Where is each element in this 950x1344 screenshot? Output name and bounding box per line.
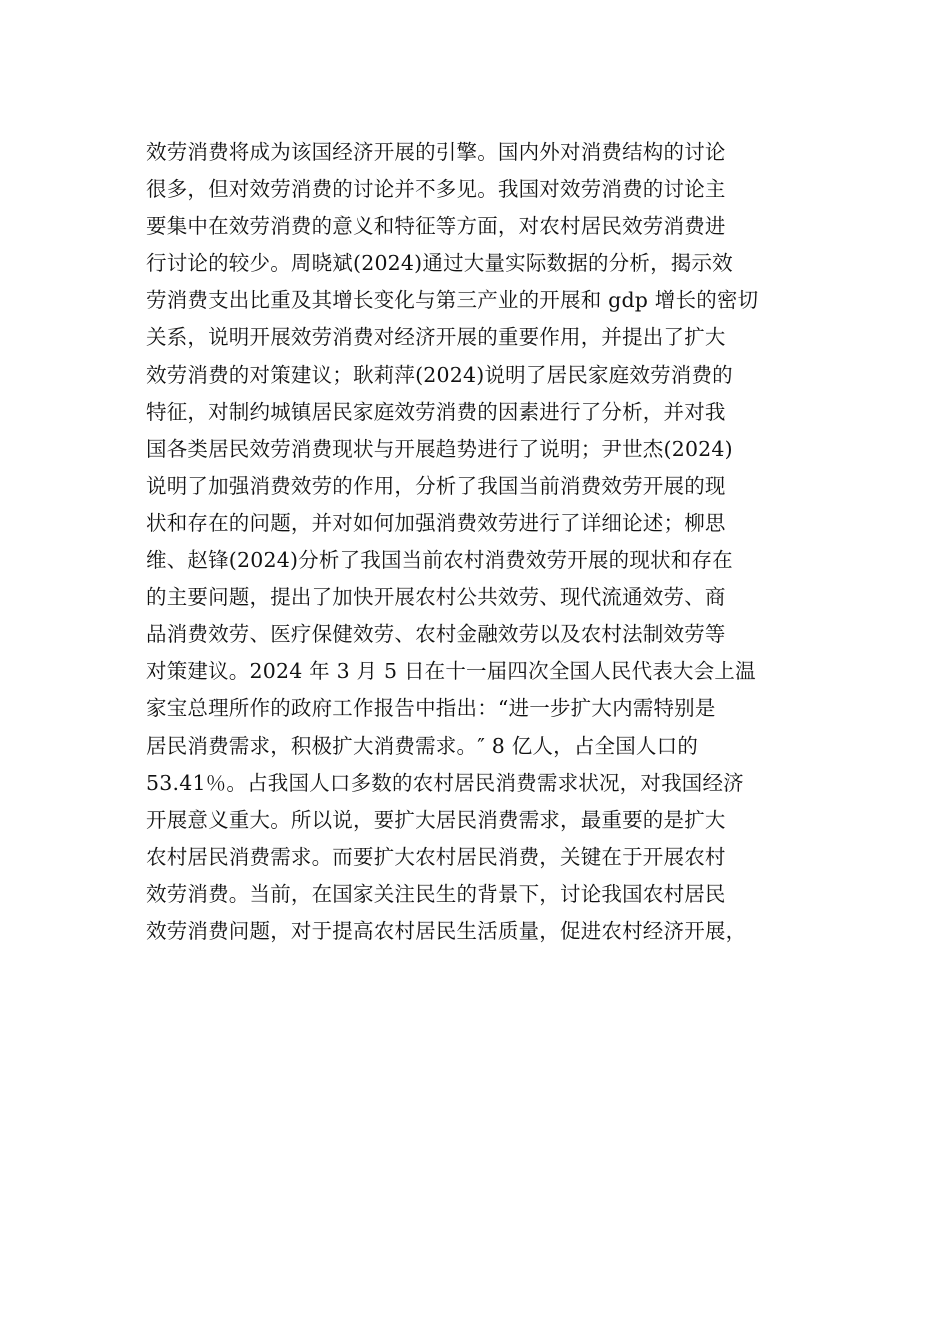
text-line: 很多，但对效劳消费的讨论并不多见。我国对效劳消费的讨论主 — [146, 177, 726, 202]
text-line: 效劳消费问题，对于提高农村居民生活质量，促进农村经济开展， — [146, 918, 747, 943]
text-line: 效劳消费。当前，在国家关注民生的背景下，讨论我国农村居民 — [146, 881, 726, 906]
text-line: 劳消费支出比重及其增长变化与第三产业的开展和 gdp 增长的密切 — [146, 288, 759, 313]
text-line: 维、赵锋(2024)分析了我国当前农村消费效劳开展的现状和存在 — [146, 548, 733, 573]
text-line: 特征，对制约城镇居民家庭效劳消费的因素进行了分析，并对我 — [146, 399, 726, 424]
text-line: 说明了加强消费效劳的作用，分析了我国当前消费效劳开展的现 — [146, 473, 726, 498]
text-line: 家宝总理所作的政府工作报告中指出：“进一步扩大内需特别是 — [146, 696, 716, 721]
text-line: 居民消费需求，积极扩大消费需求。″ 8 亿人，占全国人口的 — [146, 733, 699, 758]
text-line: 开展意义重大。所以说，要扩大居民消费需求，最重要的是扩大 — [146, 807, 726, 832]
text-line: 状和存在的问题，并对如何加强消费效劳进行了详细论述；柳思 — [146, 510, 726, 535]
text-line: 关系，说明开展效劳消费对经济开展的重要作用，并提出了扩大 — [146, 325, 726, 350]
text-line: 53.41％。占我国人口多数的农村居民消费需求状况，对我国经济 — [146, 770, 744, 795]
text-line: 效劳消费的对策建议；耿莉萍(2024)说明了居民家庭效劳消费的 — [146, 362, 733, 387]
text-line: 要集中在效劳消费的意义和特征等方面，对农村居民效劳消费进 — [146, 214, 726, 239]
text-line: 国各类居民效劳消费现状与开展趋势进行了说明；尹世杰(2024) — [146, 436, 733, 461]
text-line: 农村居民消费需求。而要扩大农村居民消费，关键在于开展农村 — [146, 844, 726, 869]
body-text — [146, 134, 846, 950]
text-line: 的主要问题，提出了加快开展农村公共效劳、现代流通效劳、商 — [146, 585, 726, 610]
text-line: 对策建议。2024 年 3 月 5 日在十一届四次全国人民代表大会上温 — [146, 659, 756, 684]
text-line: 效劳消费将成为该国经济开展的引擎。国内外对消费结构的讨论 — [146, 140, 726, 164]
text-line: 品消费效劳、医疗保健效劳、农村金融效劳以及农村法制效劳等 — [146, 622, 726, 647]
text-line: 行讨论的较少。周晓斌(2024)通过大量实际数据的分析，揭示效 — [146, 251, 733, 276]
